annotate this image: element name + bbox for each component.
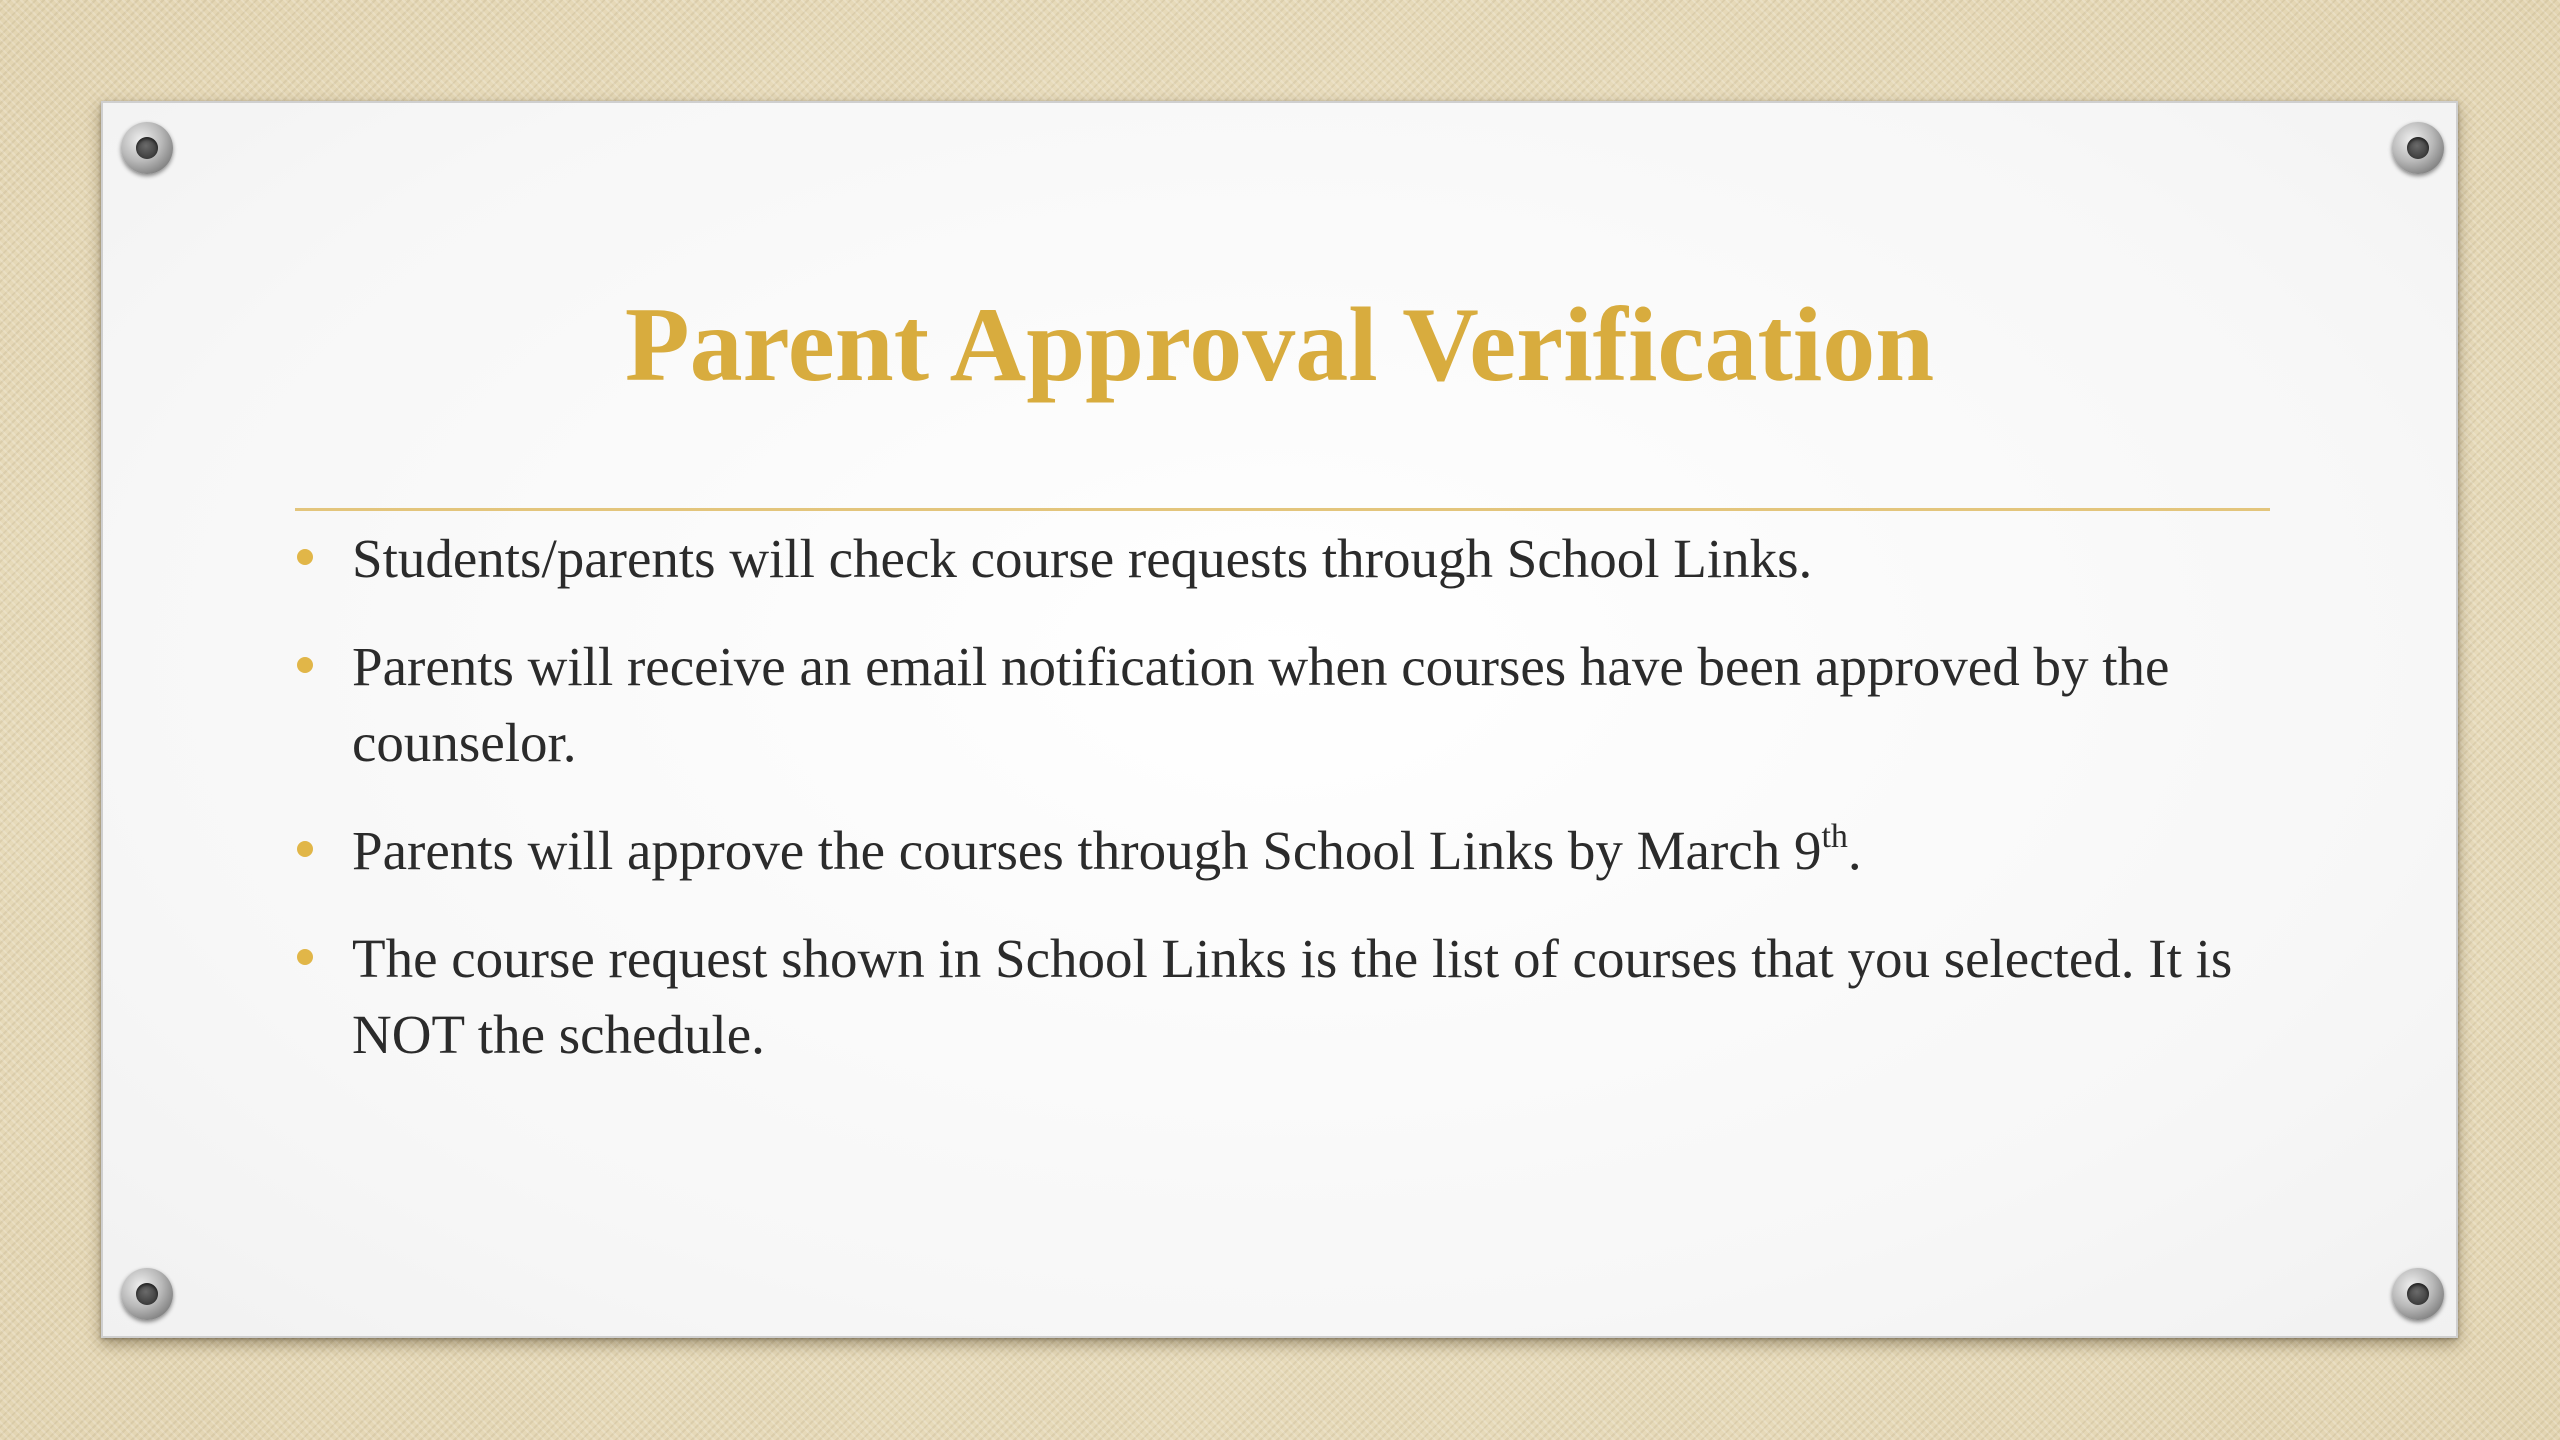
grommet-bottom-right-icon — [2392, 1268, 2444, 1320]
bullet-text: Parents will approve the courses through School Links by March 9 — [352, 820, 1822, 881]
bullet-text: The course request shown in School Links is the list of courses that you selected. It is NOT the schedule. — [352, 928, 2233, 1065]
title-divider — [295, 508, 2270, 511]
slide-title: Parent Approval Verification — [624, 286, 1935, 403]
bullet-list — [295, 521, 2285, 1105]
slide-card — [101, 101, 2458, 1338]
bullet-text-end: . — [1847, 820, 1862, 881]
bullet-dot-icon — [297, 949, 313, 965]
bullet-text: Students/parents will check course requests through School Links. — [352, 528, 1813, 589]
ordinal-superscript: th — [1821, 818, 1848, 855]
grommet-top-right-icon — [2392, 122, 2444, 174]
bullet-dot-icon — [297, 841, 313, 857]
bullet-item-3 — [295, 813, 2285, 889]
grommet-top-left-icon — [121, 122, 173, 174]
bullet-item-2 — [295, 629, 2285, 781]
bullet-dot-icon — [297, 657, 313, 673]
grommet-bottom-left-icon — [121, 1268, 173, 1320]
bullet-item-4 — [295, 921, 2285, 1073]
bullet-item-1 — [295, 521, 2285, 597]
bullet-dot-icon — [297, 549, 313, 565]
bullet-text: Parents will receive an email notification when courses have been approved by the counselor. — [352, 636, 2170, 773]
